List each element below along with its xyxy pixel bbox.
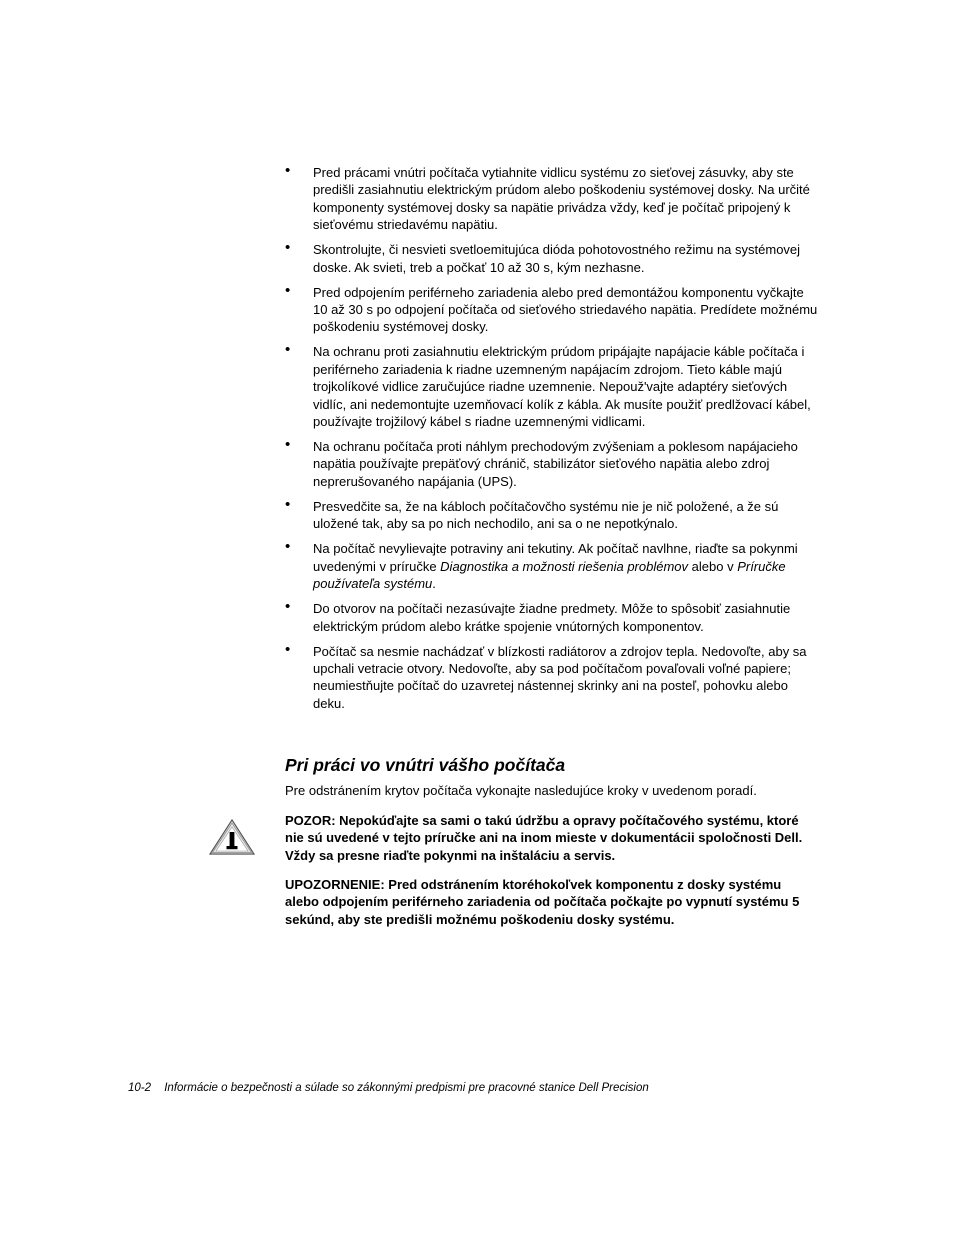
list-item: • Presvedčite sa, že na kábloch počítačovčho systému nie je nič položené, a že sú uložené tak, aby sa po nich nechodilo, ani sa o ne nepotkýnalo.	[285, 495, 779, 532]
bullet-icon: •	[285, 640, 291, 658]
page-number: 10-2	[128, 1082, 152, 1094]
warning-triangle-icon	[208, 818, 256, 856]
bullet-icon: •	[285, 495, 291, 513]
manual-title-user-guide: Príručke používateľa systému	[313, 558, 786, 592]
list-item: • Skontrolujte, či nesvieti svetloemitujúca dióda pohotovostného režimu na systémovej doske. Ak svieti, treb a počkať 10 až 30 s, kým nezhasne.	[285, 239, 801, 275]
list-item: • Pred odpojením periférneho zariadenia alebo pred demontážou komponentu vyčkajte 10 až 30 s po odpojení počítača od sieťového striedavého napätia. Predídete možnému poškodeniu systémovej dosky.	[285, 281, 818, 335]
bullet-icon: •	[285, 598, 291, 616]
list-item: • Na ochranu počítača proti náhlym prechodovým zvýšeniam a poklesom napájacieho napätia používajte prepäťový chránič, stabilizátor sieťového napätia alebo zdroj neprerušovaného napájania (UPS).	[285, 436, 798, 489]
page-footer	[128, 1080, 649, 1096]
bullet-icon: •	[285, 239, 291, 257]
list-item: • Pred prácami vnútri počítača vytiahnite vidlicu systému zo sieťovej zásuvky, aby ste predišli zasiahnutiu elektrickým prúdom alebo poškodeniu systémovej dosky. Na určité komponenty systémovej dosky sa napätie privádza vždy, keď je počítač pripojený k sieťovému striedavému napätiu.	[285, 162, 810, 233]
bullet-icon: •	[285, 162, 291, 179]
bullet-icon: •	[285, 341, 291, 359]
list-item: • Do otvorov na počítači nezasúvajte žiadne predmety. Môže to spôsobiť zasiahnutie elektrickým prúdom alebo krátke spojenie vnútorných komponentov.	[285, 598, 791, 634]
caution-notice: POZOR: Nepokúďajte sa sami o takú údržbu a opravy počítačového systému, ktoré nie sú uvedené v tejto príručke ani na inom mieste v dokumentácii spoločnosti Dell. Vždy sa presne riaďte pokynmi na inštaláciu a servis.	[285, 813, 803, 863]
safety-bullet-list	[284, 164, 819, 720]
upozornenie-notice: UPOZORNENIE: Pred odstránením ktoréhokoľvek komponentu z dosky systému alebo odpojením periférneho zariadenia od počítača počkajte po vypnutí systému 5 sekúnd, aby ste predišli možnému poškodeniu dosky systému.	[285, 877, 800, 927]
list-item: • Počítač sa nesmie nachádzať v blízkosti radiátorov a zdrojov tepla. Nedovoľte, aby sa upchali vetracie otvory. Nedovoľte, aby sa pod počítačom povaľovali voľné papiere; neumiestňujte počítač do uzavretej nástennej skrinky ani na posteľ, pohovku alebo deku.	[285, 640, 807, 711]
manual-title-diagnostics: Diagnostika a možnosti riešenia problémov	[440, 558, 689, 574]
bullet-icon: •	[285, 281, 291, 299]
bullet-icon: •	[285, 436, 291, 454]
section-title: Pri práci vo vnútri vášho počítača	[285, 755, 566, 775]
section-intro: Pre odstránením krytov počítača vykonajte nasledujúce kroky v uvedenom poradí.	[285, 783, 757, 798]
list-item: • Na ochranu proti zasiahnutiu elektrickým prúdom pripájajte napájacie káble počítača i periférneho zariadenia k riadne uzemneným napájacím zdrojom. Tieto káble majú trojkolíkové vidlice zaručujúce riadne uzemnenie. Nepouž'vajte adaptéry sieťových vidlíc, ani nedemontujte uzemňovací kolík z kábla. Ak musíte použiť predlžovací kábel, používajte trojžilový kábel s riadne uzemnenými vidlicami.	[285, 341, 811, 430]
bullet-icon: •	[285, 538, 291, 556]
footer-title: Informácie o bezpečnosti a súlade so zákonnými predpismi pre pracovné stanice Dell Precision	[164, 1082, 649, 1094]
list-item: • Na počítač nevylievajte potraviny ani tekutiny. Ak počítač navlhne, riaďte sa pokynmi uvedenými v príručke Diagnostika a možnosti riešenia problémov alebo v Príručke používateľa systému.	[285, 538, 798, 592]
